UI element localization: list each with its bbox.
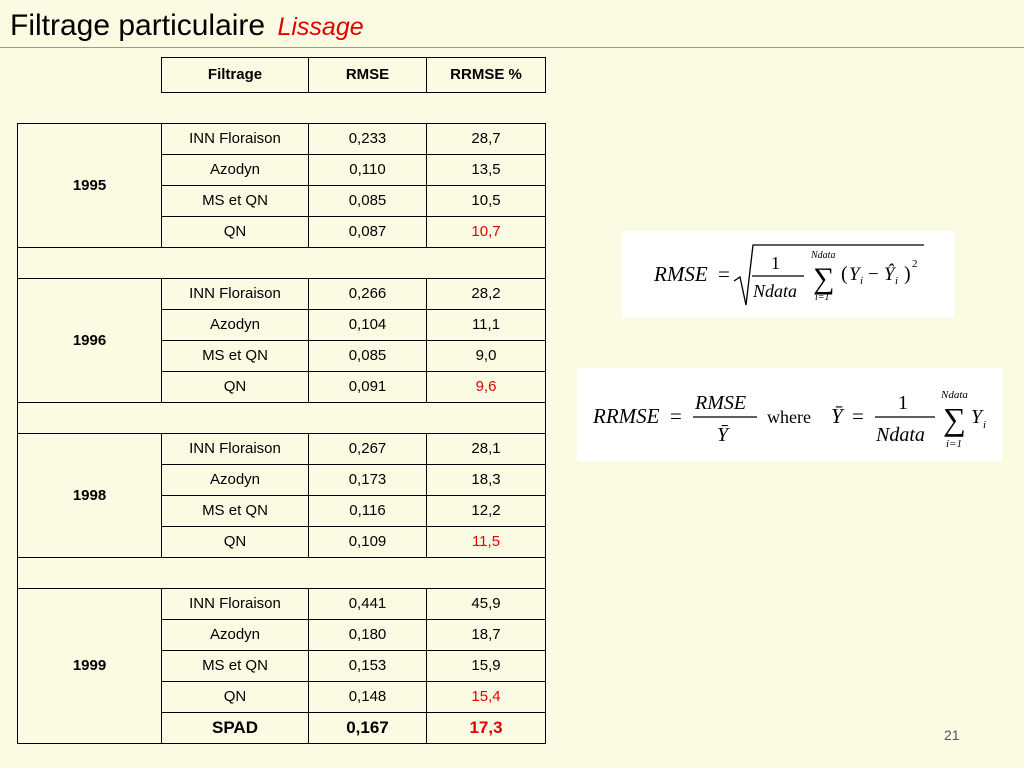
separator-cell (18, 248, 546, 279)
rrmse-cell: 11,5 (427, 527, 546, 558)
rmse-equals: = (718, 262, 730, 286)
filtrage-cell: INN Floraison (162, 589, 309, 620)
results-table-body (18, 124, 546, 744)
filtrage-cell: MS et QN (162, 186, 309, 217)
rmse-close-paren: ) (904, 263, 911, 285)
filtrage-cell: Azodyn (162, 620, 309, 651)
sum-icon: ∑ (943, 401, 966, 437)
rrmse-formula (577, 368, 1002, 461)
rmse-cell: 0,441 (309, 589, 427, 620)
rmse-yhat-sub: i (895, 275, 899, 287)
filtrage-cell: QN (162, 682, 309, 713)
filtrage-cell: QN (162, 217, 309, 248)
results-table (17, 123, 546, 744)
rrmse-frac-den: Ȳ (717, 424, 729, 446)
rrmse-cell: 28,1 (427, 434, 546, 465)
filtrage-cell: INN Floraison (162, 434, 309, 465)
rmse-y-sub: i (860, 275, 864, 287)
rmse-cell: 0,148 (309, 682, 427, 713)
rmse-lhs: RMSE (654, 262, 708, 286)
filtrage-cell: MS et QN (162, 651, 309, 682)
rrmse-cell: 28,7 (427, 124, 546, 155)
rmse-frac-num: 1 (771, 253, 780, 273)
title-rule (0, 47, 1024, 48)
rrmse-cell: 17,3 (427, 713, 546, 744)
separator-row (18, 403, 546, 434)
rmse-power: 2 (912, 258, 918, 270)
rmse-cell: 0,110 (309, 155, 427, 186)
filtrage-cell: QN (162, 527, 309, 558)
table-row (18, 124, 546, 155)
year-cell: 1999 (18, 589, 162, 744)
rmse-cell: 0,167 (309, 713, 427, 744)
header-rmse: RMSE (309, 58, 427, 93)
rrmse-cell: 11,1 (427, 310, 546, 341)
rrmse-where: where (767, 407, 811, 427)
rrmse-cell: 15,9 (427, 651, 546, 682)
rrmse-cell: 12,2 (427, 496, 546, 527)
rmse-sum-upper: Ndata (811, 250, 836, 261)
rrmse-equals: = (670, 404, 682, 428)
rmse-minus: − (868, 264, 879, 285)
header-rrmse: RRMSE % (427, 58, 546, 93)
rrmse-equals-2: = (852, 404, 864, 428)
rmse-cell: 0,116 (309, 496, 427, 527)
separator-row (18, 558, 546, 589)
rrmse-cell: 15,4 (427, 682, 546, 713)
page-number: 21 (944, 727, 960, 743)
rmse-cell: 0,267 (309, 434, 427, 465)
title-subtitle: Lissage (277, 13, 364, 41)
filtrage-cell: INN Floraison (162, 279, 309, 310)
separator-cell (18, 403, 546, 434)
rrmse-cell: 13,5 (427, 155, 546, 186)
filtrage-cell: MS et QN (162, 496, 309, 527)
rmse-cell: 0,153 (309, 651, 427, 682)
year-cell: 1995 (18, 124, 162, 248)
rmse-open-paren: ( (841, 263, 848, 285)
filtrage-cell: Azodyn (162, 155, 309, 186)
rmse-cell: 0,173 (309, 465, 427, 496)
year-cell: 1998 (18, 434, 162, 558)
header-table (161, 57, 546, 93)
rmse-cell: 0,266 (309, 279, 427, 310)
year-cell: 1996 (18, 279, 162, 403)
rrmse-cell: 18,3 (427, 465, 546, 496)
rrmse-formula-svg (577, 368, 1002, 461)
rrmse-cell: 45,9 (427, 589, 546, 620)
table-row (18, 589, 546, 620)
rmse-cell: 0,085 (309, 186, 427, 217)
rmse-cell: 0,180 (309, 620, 427, 651)
rmse-sum-lower: i=1 (815, 292, 830, 303)
rrmse-cell: 28,2 (427, 279, 546, 310)
title-main: Filtrage particulaire (10, 9, 266, 42)
table-row (18, 279, 546, 310)
slide-title (10, 8, 364, 45)
separator-cell (18, 558, 546, 589)
rmse-frac-den: Ndata (753, 281, 798, 301)
rmse-formula-svg (622, 231, 955, 318)
filtrage-cell: MS et QN (162, 341, 309, 372)
rrmse-cell: 10,7 (427, 217, 546, 248)
rmse-cell: 0,109 (309, 527, 427, 558)
filtrage-cell: INN Floraison (162, 124, 309, 155)
separator-row (18, 248, 546, 279)
rmse-y: Y (849, 264, 860, 285)
table-row (18, 434, 546, 465)
rmse-yhat: Ŷ (884, 264, 895, 285)
filtrage-cell: Azodyn (162, 310, 309, 341)
header-row (162, 58, 546, 93)
rmse-cell: 0,091 (309, 372, 427, 403)
rrmse-frac-num: RMSE (695, 392, 747, 414)
rrmse-cell: 18,7 (427, 620, 546, 651)
rmse-cell: 0,104 (309, 310, 427, 341)
rrmse-ybar: Ȳ (831, 404, 843, 428)
rrmse-y-sub: i (983, 419, 987, 431)
rmse-cell: 0,233 (309, 124, 427, 155)
rrmse-sum-upper: Ndata (941, 389, 968, 401)
filtrage-cell: QN (162, 372, 309, 403)
rrmse-cell: 9,0 (427, 341, 546, 372)
rmse-cell: 0,085 (309, 341, 427, 372)
sum-icon: ∑ (813, 262, 835, 295)
rmse-cell: 0,087 (309, 217, 427, 248)
rmse-formula (622, 231, 955, 318)
rrmse-mean-den: Ndata (876, 424, 925, 446)
rrmse-lhs: RRMSE (593, 404, 660, 428)
filtrage-cell: Azodyn (162, 465, 309, 496)
rrmse-sum-lower: i=1 (946, 438, 962, 450)
header-filtrage: Filtrage (162, 58, 309, 93)
rrmse-cell: 9,6 (427, 372, 546, 403)
filtrage-cell: SPAD (162, 713, 309, 744)
rrmse-mean-num: 1 (898, 392, 908, 414)
rrmse-y: Y (971, 406, 983, 428)
rrmse-cell: 10,5 (427, 186, 546, 217)
